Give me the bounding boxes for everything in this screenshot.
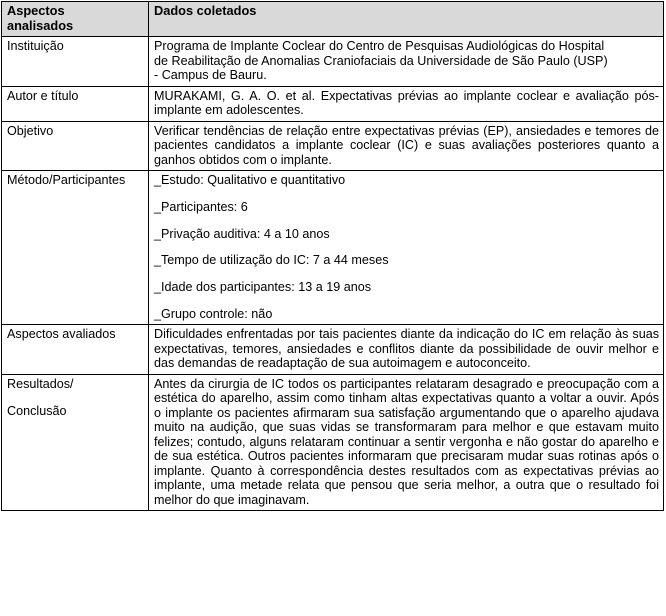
instituicao-line-2: de Reabilitação de Anomalias Craniofaciais da Universidade de São Paulo (USP) xyxy=(154,53,608,68)
value-resultados: Antes da cirurgia de IC todos os participantes relataram desagrado e preocupação com a estética do aparelho, assim como tinham altas expectativas quanto a voltar a ouvir. Após o implante os pacientes afirmaram sua satisfação argumentando que o aparelho ajudava muito na audição, que suas vidas se transformaram para melhor e que estavam muito felizes; contudo, alguns relataram continuar a sentir vergonha e não gostar do aparelho e de sua estética. Outros pacientes informaram que precisaram mudar suas rotinas após o implante. Quanto à correspondência destes resultados com as expectativas prévias ao implante, uma metade relata que pensou que seria melhor, a outra que o resultado foi melhor do que imaginavam. xyxy=(149,374,664,511)
label-instituicao: Instituição xyxy=(2,37,149,87)
metodo-item-privacao: _Privação auditiva: 4 a 10 anos xyxy=(154,226,330,241)
metodo-item-grupo: _Grupo controle: não xyxy=(154,306,273,321)
label-autor: Autor e título xyxy=(2,86,149,121)
row-instituicao xyxy=(2,37,664,87)
metodo-item-tempo: _Tempo de utilização do IC: 7 a 44 meses xyxy=(154,253,389,268)
row-resultados xyxy=(2,374,664,511)
value-aspectos: Dificuldades enfrentadas por tais pacientes diante da indicação do IC em relação às suas expectativas, temores, ansiedades e conflitos diante da possibilidade de ouvir melhor e das demandas de readaptação de sua autoimagem e autoconceito. xyxy=(149,325,664,375)
metodo-item-idade: _Idade dos participantes: 13 a 19 anos xyxy=(154,280,372,295)
value-autor: MURAKAMI, G. A. O. et al. Expectativas prévias ao implante coclear e avaliação pós-implante em adolescentes. xyxy=(149,86,664,121)
header-row xyxy=(2,2,664,37)
metodo-item-estudo: _Estudo: Qualitativo e quantitativo xyxy=(154,173,346,187)
value-instituicao xyxy=(149,37,664,87)
value-objetivo: Verificar tendências de relação entre expectativas prévias (EP), ansiedades e temores de pacientes candidatos a implante coclear (IC) e suas avaliações posteriores quanto a ganhos obtidos com o implante. xyxy=(149,121,664,171)
data-table xyxy=(1,1,664,511)
row-objetivo xyxy=(2,121,664,171)
metodo-item-participantes: _Participantes: 6 xyxy=(154,199,248,214)
label-objetivo: Objetivo xyxy=(2,121,149,171)
row-autor xyxy=(2,86,664,121)
label-metodo: Método/Participantes xyxy=(2,171,149,325)
row-metodo xyxy=(2,171,664,325)
resultados-label-line-2: Conclusão xyxy=(7,403,67,418)
header-aspect-line-2: analisados xyxy=(7,17,74,33)
row-aspectos xyxy=(2,325,664,375)
label-aspectos: Aspectos avaliados xyxy=(2,325,149,375)
header-data: Dados coletados xyxy=(149,2,664,37)
value-metodo xyxy=(149,171,664,325)
header-aspect-line-1: Aspectos xyxy=(7,3,65,18)
resultados-label-line-1: Resultados/ xyxy=(7,376,74,391)
instituicao-line-1: Programa de Implante Coclear do Centro de Pesquisas Audiológicas do Hospital xyxy=(154,39,605,53)
label-resultados xyxy=(2,374,149,511)
instituicao-line-3: - Campus de Bauru. xyxy=(154,68,267,82)
header-aspect xyxy=(2,2,149,37)
